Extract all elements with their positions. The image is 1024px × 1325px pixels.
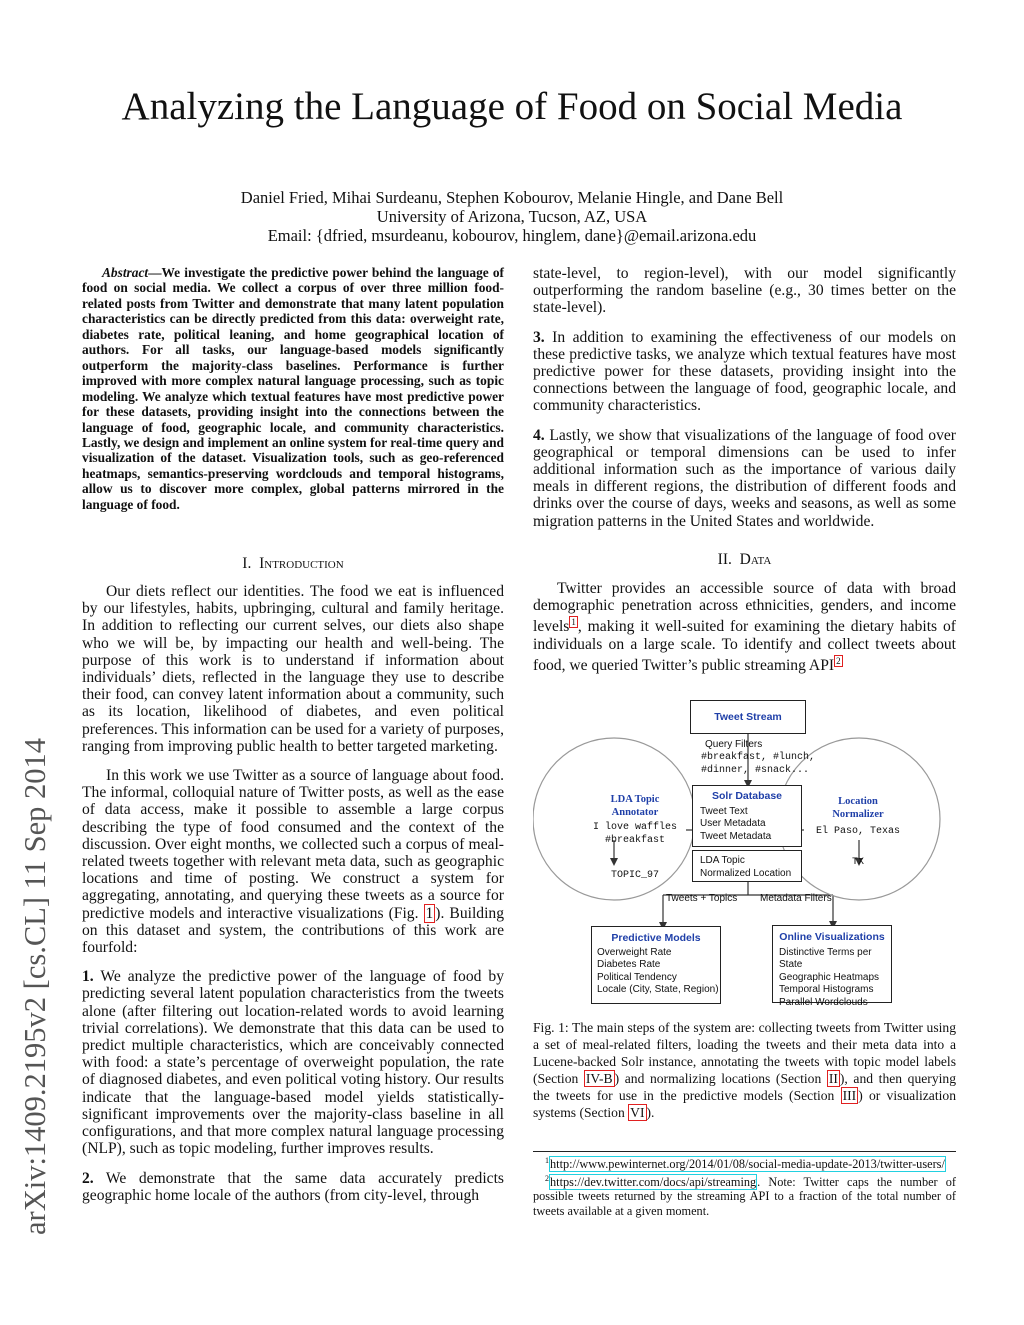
paragraph: Twitter provides an accessible source of data with broad demographic penetration across ethnicities, genders, and income levels $^1$ , making it well-suited for examining the dietary habits of individuals on a large scale. To identify and collect tweets about food, we queried Twitter’s public streaming API $^2$ <box>533 580 956 675</box>
tweets-topics-label: Tweets + Topics <box>666 893 738 904</box>
figure-reference-link[interactable]: 1 <box>425 904 434 922</box>
data-section-body <box>533 580 956 686</box>
footnote-url-link[interactable]: https://dev.twitter.com/docs/api/streaming <box>550 1174 757 1189</box>
section-reference-link[interactable]: II <box>828 1070 838 1086</box>
paper-title: Analyzing the Language of Food on Social Media <box>121 85 903 128</box>
arxiv-identifier: arXiv:1409.2195v2 [cs.CL] 11 Sep 2014 <box>18 738 52 1235</box>
author-names: Daniel Fried, Mihai Surdeanu, Stephen Kobourov, Melanie Hingle, and Dane Bell <box>240 188 784 207</box>
box-title: Predictive Models <box>611 932 701 944</box>
section-number: II. <box>717 551 732 568</box>
abstract-label: Abstract <box>102 265 149 280</box>
predictive-models-box: Predictive Models Overweight Rate Diabetes Rate Political Tendency Locale (City, State, Region) <box>591 926 721 1004</box>
contribution-item: 4. Lastly, we show that visualizations of the language of food over geographical or temporal dimensions can be used to infer additional information such as the importance of various daily meals in different regions, the distribution of different foods and drinks over the course of days, weeks and seasons, as well as some migration patterns in the United States and worldwide. <box>533 426 956 530</box>
state-output: TX <box>851 857 864 868</box>
paragraph: state-level, to region-level), with our model significantly outperforming the random baseline (e.g., 30 times better on the state-level). <box>533 265 956 317</box>
contribution-item: 2. We demonstrate that the same data accurately predicts geographic home locale of the authors (from city-level, through <box>82 1169 504 1204</box>
location-normalizer: Location Normalizer El Paso, Texas TX <box>808 795 908 869</box>
abstract <box>82 265 504 512</box>
figure-caption: Fig. 1: The main steps of the system are: collecting tweets from Twitter using a set of meal-related filters, loading the tweets and their meta data into a Lucene-backed Solr instance, annotating the tweets with topic model labels (Section IV-B ) and normalizing locations (Section II ), and then querying the tweets for use in the predictive models (Section III ) or visualization systems (Section VI ). <box>533 1020 956 1120</box>
author-affiliation: University of Arizona, Tucson, AZ, USA <box>376 207 648 226</box>
contribution-item: 1. We analyze the predictive power of the language of food by predicting several latent population characteristics from the tweets alone (after filtering out location-related words to avoid learning trivial correlations). We demonstrate that this data can be used to predict multiple characteristics, which are conceivably connected with food: a state’s percentage of overweight population, the rate of diagnosed diabetes, and even political voting history. Our results indicate that the language-based model yields statistically-significant improvements over the majority-class baseline in all configurations, and that more complex natural language processing (NLP), such as topic modeling, further improves results. <box>82 968 504 1158</box>
introduction-body <box>82 583 504 1216</box>
abstract-text: —We investigate the predictive power behind the language of food on social media. We collect a corpus of over three million food-related posts from Twitter and demonstrate that many latent population characteristics can be directly predicted from this data: overweight rate, diabetes rate, political leaning, and home geographical location of authors. For all tasks, our language-based models significantly outperform the majority-class baselines. Performance is further improved with more complex natural language processing, such as topic modeling. We analyze which textual features have most predictive power for these datasets, providing insight into the connections between the language of food, geographic locale, and community characteristics. Lastly, we design and implement an online system for real-time query and visualization of the dataset. Visualization tools, such as geo-referenced heatmaps, semantics-preserving wordclouds and temporal histograms, allow us to discover more complex, global patterns mirrored in the language of food. <box>82 265 504 512</box>
paragraph: Our diets reflect our identities. The food we eat is influenced by our lifestyles, habits, upbringing, cultural and family heritage. In addition to reflecting our current selves, our diets also shape who we will be, by impacting our health and well-being. The purpose of this work is to understand if information about individuals’ diets, reflected in the language they use to describe their food, can convey latent information about a community, such as its location, likelihood of diabetes, and even political preferences. This information can be used for a variety of purposes, ranging from improving public health to better targeted marketing. <box>82 583 504 755</box>
box-title: Solr Database <box>711 790 783 802</box>
topic-output: TOPIC_97 <box>610 870 659 881</box>
solr-database-box: Solr Database Tweet Text User Metadata Tweet Metadata <box>692 785 802 847</box>
footnote-marker-link[interactable]: 1 <box>571 617 576 628</box>
section-heading-introduction <box>82 555 504 573</box>
paragraph: In this work we use Twitter as a source of language about food. The informal, colloquial nature of Twitter posts, as well as the ease of data access, make it possible to assemble a large corpus describing the type of food consumed and the context of the discussion. Over eight months, we collected such a corpus of meal-related tweets together with relevant meta data, such as geographic locations and time of posting. We construct a system for aggregating, annotating, and querying these tweets as a source for predictive models and interactive visualizations (Fig. 1 ). Building on this dataset and system, the contributions of this work are fourfold: <box>82 767 504 957</box>
author-email: Email: {dfried, msurdeanu, kobourov, hinglem, dane}@email.arizona.edu <box>267 226 757 245</box>
contribution-item: 3. In addition to examining the effectiveness of our models on these predictive tasks, we analyze which textual features have most predictive power for these datasets, providing insight into the connections between the language of food, geographic locale, and community characteristics. <box>533 328 956 415</box>
footnote-1: $^1$http://www.pewinternet.org/2014/01/08/social-media-update-2013/twitter-users/ <box>545 1156 945 1172</box>
section-title: Data <box>739 551 772 568</box>
section-reference-link[interactable]: VI <box>630 1104 645 1120</box>
footnote-url-link[interactable]: http://www.pewinternet.org/2014/01/08/social-media-update-2013/twitter-users/ <box>550 1157 945 1172</box>
query-filters-label: Query Filters #breakfast, #lunch, #dinner, #snack... <box>701 739 816 776</box>
lda-annotator: LDA Topic Annotator I love waffles #breakfast TOPIC_97 <box>583 793 687 882</box>
section-heading-data <box>533 551 956 569</box>
section-number: I. <box>242 555 252 572</box>
footnote-marker-link[interactable]: 2 <box>836 656 841 666</box>
solr-annotations-box: LDA Topic Normalized Location <box>692 850 802 882</box>
footnote-divider <box>533 1151 956 1152</box>
footnotes <box>533 1154 956 1219</box>
contributions-continued <box>533 265 956 542</box>
metadata-filters-label: Metadata Filters <box>760 893 832 904</box>
tweet-stream-box <box>690 700 806 734</box>
author-block <box>0 188 1024 245</box>
section-reference-link[interactable]: III <box>842 1087 857 1103</box>
section-reference-link[interactable]: IV-B <box>585 1070 613 1086</box>
box-title: Online Visualizations <box>779 931 885 943</box>
section-title: Introduction <box>259 555 344 572</box>
footnote-2: $^2$https://dev.twitter.com/docs/api/streaming. Note: Twitter caps the number of possible tweets returned by the streaming API to a fraction of the total number of tweets available at a given moment. <box>533 1173 956 1218</box>
box-title: Tweet Stream <box>714 711 782 723</box>
online-visualizations-box: Online Visualizations Distinctive Terms per State Geographic Heatmaps Temporal Histograms Parallel Wordclouds <box>772 925 892 1003</box>
